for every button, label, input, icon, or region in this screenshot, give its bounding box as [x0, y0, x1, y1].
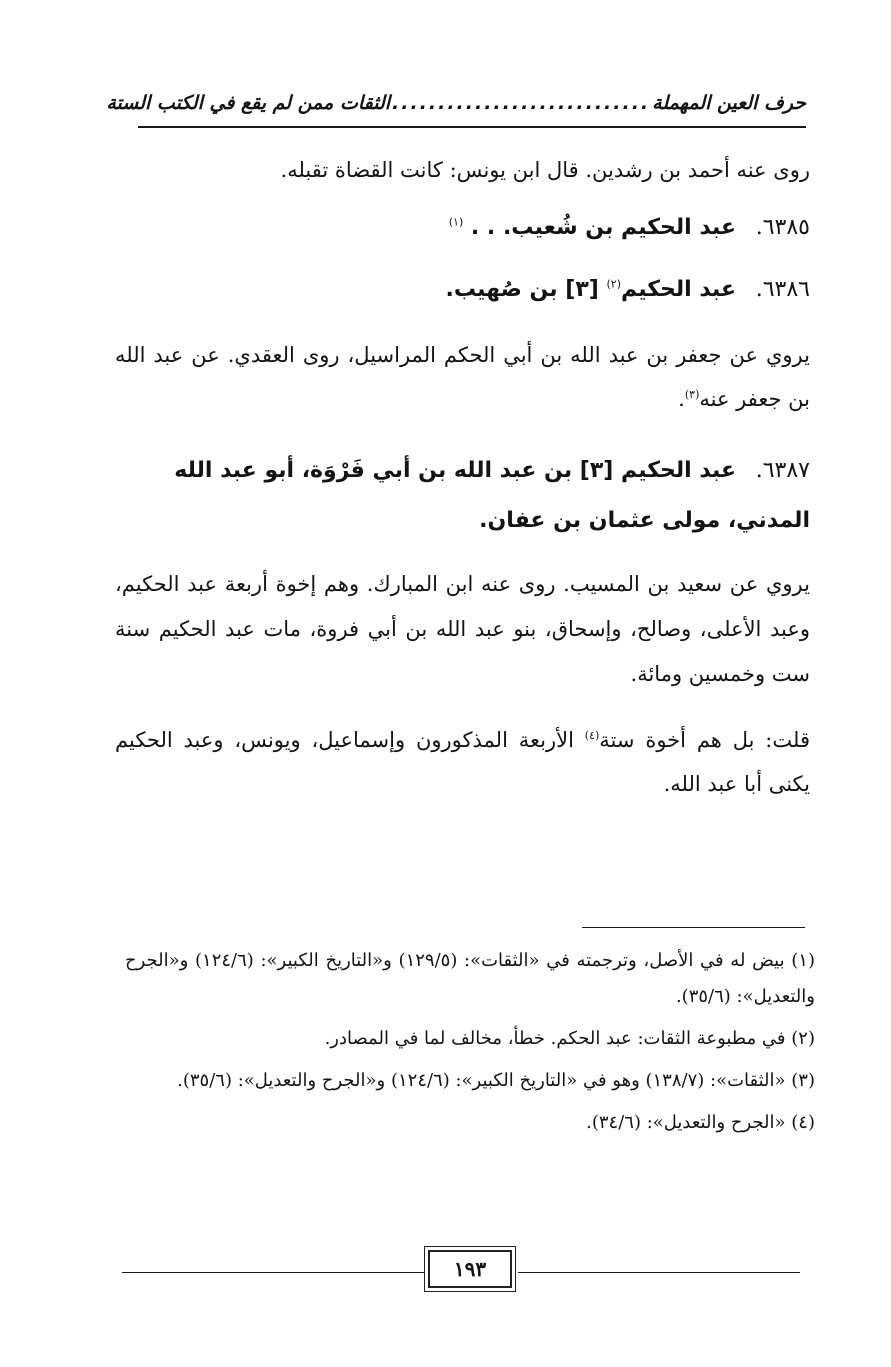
entry-6387: [115, 446, 810, 546]
footnotes: [125, 943, 815, 1147]
header-leader-dots: ............................: [392, 92, 651, 114]
footnote-mark: (٣): [684, 388, 700, 401]
footnote-separator: [582, 927, 805, 928]
page-number: ١٩٣: [428, 1250, 512, 1288]
entry-6385: [115, 208, 810, 248]
paragraph-note: [115, 718, 810, 806]
entry-name: عبد الحكيم: [621, 277, 737, 302]
footnote-mark: (١): [448, 215, 464, 229]
header-rule: [138, 126, 806, 128]
entry-name: عبد الحكيم [٣] بن عبد الله بن أبي فَرْوَة، أبو عبد الله المدني، مولى عثمان بن عفان.: [174, 458, 810, 533]
bottom-rule-left: [122, 1272, 425, 1273]
entry-number: ٦٣٨٦.: [755, 277, 810, 302]
footnote-3: (٣) «الثقات»: (١٣٨/٧) وهو في «التاريخ الكبير»: (١٢٤/٦) و«الجرح والتعديل»: (٣٥/٦).: [177, 1070, 815, 1091]
entry-number: ٦٣٨٥.: [755, 215, 810, 240]
bottom-rule-right: [518, 1272, 800, 1273]
footnote-mark: (٤): [584, 729, 600, 742]
header-book-title: الثقات ممن لم يقع في الكتب الستة: [106, 92, 391, 114]
paragraph-continuation: روى عنه أحمد بن رشدين. قال ابن يونس: كانت القضاة تقبله.: [280, 158, 810, 182]
paragraph-text-b: الأربعة المذكورون وإسماعيل، ويونس، وعبد الحكيم يكنى أبا عبد الله.: [115, 728, 810, 796]
paragraph-text: يروي عن جعفر بن عبد الله بن أبي الحكم المراسيل، روى العقدي. عن عبد الله بن جعفر عنه: [115, 343, 810, 411]
paragraph-text-a: قلت: بل هم أخوة ستة: [599, 728, 810, 752]
footnote-4: (٤) «الجرح والتعديل»: (٣٤/٦).: [586, 1112, 815, 1133]
paragraph-6387: يروي عن سعيد بن المسيب. روى عنه ابن المبارك. وهم إخوة أربعة عبد الحكيم، وعبد الأعلى، وصالح، وإسحاق، بنو عبد الله بن أبي فروة، مات عبد الحكيم سنة ست وخمسين ومائة.: [115, 572, 810, 686]
entry-number: ٦٣٨٧.: [755, 458, 810, 483]
running-header: [106, 88, 806, 118]
paragraph-6386: [115, 333, 810, 421]
header-chapter: حرف العين المهملة: [652, 92, 806, 114]
footnote-1: (١) بيض له في الأصل، وترجمته في «الثقات»: (١٢٩/٥) و«التاريخ الكبير»: (١٢٤/٦) و«الجرح والتعديل»: (٣٥/٦).: [125, 950, 815, 1007]
entry-6386: [115, 270, 810, 310]
entry-name-cont: [٣] بن صُهيب.: [445, 277, 599, 302]
paragraph-end: .: [678, 387, 685, 411]
entry-name: عبد الحكيم بن شُعيب. . .: [470, 215, 737, 240]
footnote-mark: (٢): [606, 277, 621, 291]
footnote-2: (٢) في مطبوعة الثقات: عبد الحكم. خطأ، مخالف لما في المصادر.: [324, 1028, 815, 1049]
